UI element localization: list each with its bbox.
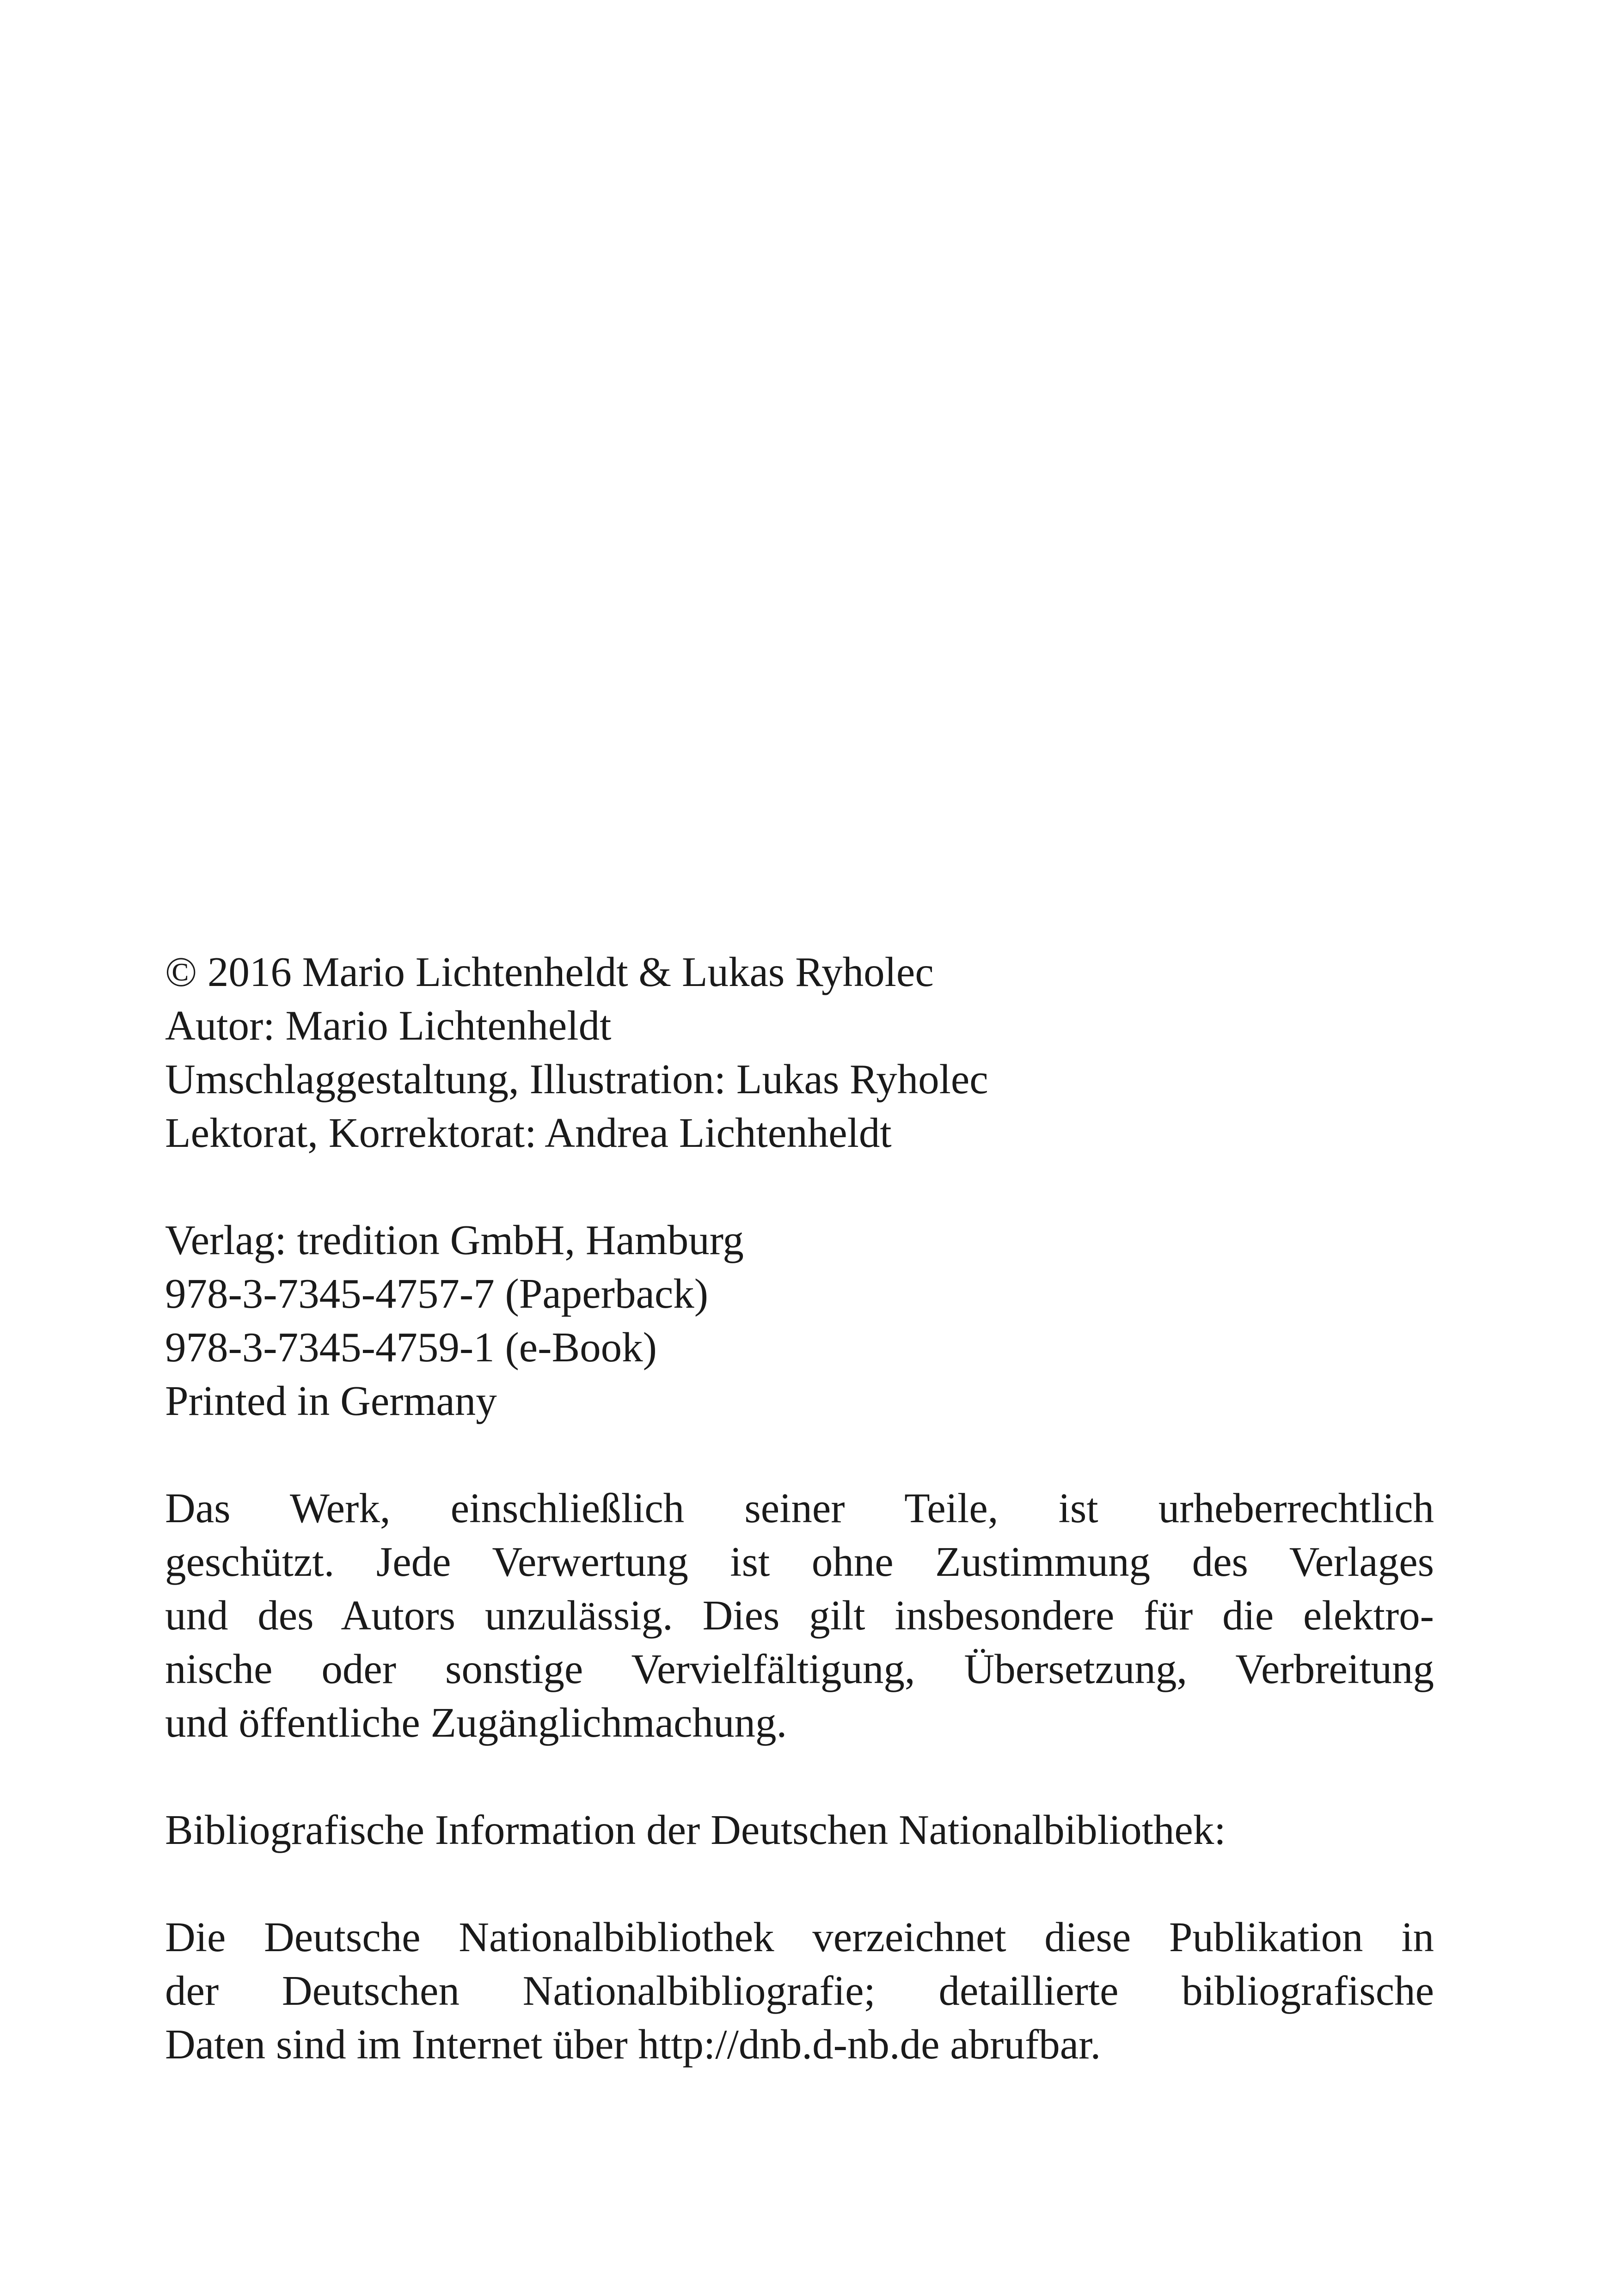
bibliography-paragraph [165, 1910, 1434, 2071]
author-line: Autor: Mario Lichtenheldt [165, 1002, 612, 1049]
cover-design-line: Umschlaggestaltung, Illustration: Lukas Ryholec [165, 1056, 988, 1102]
bibliography-heading-block [165, 1803, 1434, 1857]
rights-line: Das Werk, einschließlich seiner Teile, ist urheberrechtlich [165, 1485, 1434, 1531]
bibliography-line: der Deutschen Nationalbibliografie; detaillierte bibliografische [165, 1967, 1434, 2014]
rights-paragraph [165, 1482, 1434, 1750]
bibliography-line: Die Deutsche Nationalbibliothek verzeichnet diese Publikation in [165, 1914, 1434, 1960]
publisher-line: Verlag: tredition GmbH, Hamburg [165, 1217, 744, 1263]
rights-line: nische oder sonstige Vervielfältigung, Übersetzung, Verbreitung [165, 1646, 1434, 1692]
copyright-line: © 2016 Mario Lichtenheldt & Lukas Ryholec [165, 949, 934, 995]
rights-line: und des Autors unzulässig. Dies gilt insbesondere für die elektro- [165, 1592, 1434, 1639]
editing-line: Lektorat, Korrektorat: Andrea Lichtenheldt [165, 1109, 892, 1156]
isbn-paperback-line: 978-3-7345-4757-7 (Paperback) [165, 1270, 709, 1317]
isbn-ebook-line: 978-3-7345-4759-1 (e-Book) [165, 1324, 657, 1371]
credits-block [165, 945, 1434, 1160]
rights-line: und öffentliche Zugänglichmachung. [165, 1699, 787, 1746]
printed-in-line: Printed in Germany [165, 1378, 497, 1424]
bibliography-heading: Bibliografische Information der Deutschen Nationalbibliothek: [165, 1806, 1226, 1853]
imprint-page [165, 945, 1434, 2125]
rights-line: geschützt. Jede Verwertung ist ohne Zustimmung des Verlages [165, 1538, 1434, 1585]
bibliography-line: Daten sind im Internet über http://dnb.d-nb.de abrufbar. [165, 2021, 1101, 2068]
publishing-block [165, 1213, 1434, 1428]
